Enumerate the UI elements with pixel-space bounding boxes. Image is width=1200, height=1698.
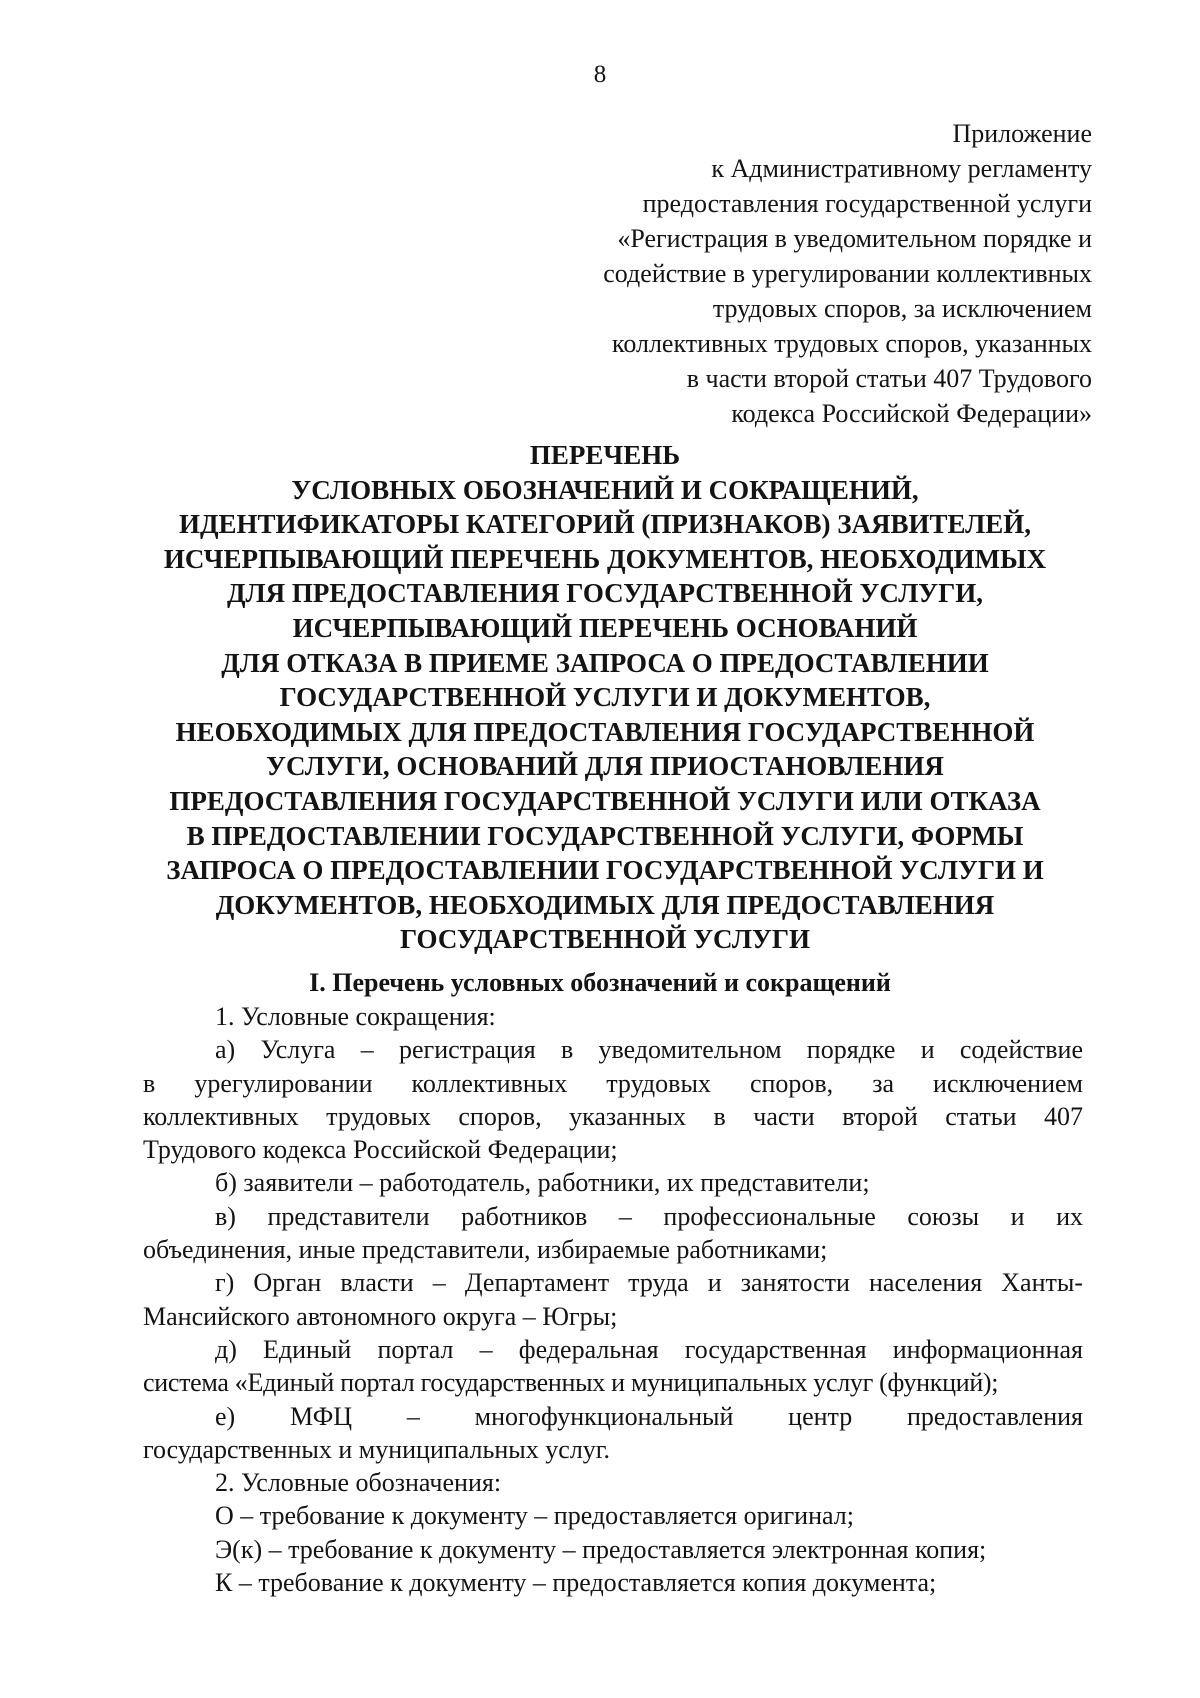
document-title (120, 438, 1090, 957)
body-line: Э(к) – требование к документу – предоставляется электронная копия; (215, 1534, 987, 1564)
section-body (143, 1000, 1083, 1599)
title-line: ПЕРЕЧЕНЬ (529, 440, 681, 470)
title-line: ДЛЯ ПРЕДОСТАВЛЕНИЯ ГОСУДАРСТВЕННОЙ УСЛУГИ, (226, 578, 984, 609)
appendix-line: «Регистрация в уведомительном порядке и (617, 224, 1092, 253)
title-line: УСЛОВНЫХ ОБОЗНАЧЕНИЙ И СОКРАЩЕНИЙ, (291, 474, 919, 505)
body-line: система «Единый портал государственных и муниципальных услуг (функций); (143, 1368, 999, 1398)
body-line: в урегулировании коллективных трудовых споров, за исключением (143, 1068, 1083, 1098)
body-line: Мансийского автономного округа – Югры; (143, 1301, 618, 1331)
body-line: б) заявители – работодатель, работники, их представители; (215, 1168, 870, 1198)
body-line: г) Орган власти – Департамент труда и занятости населения Ханты- (215, 1268, 1083, 1298)
title-line: УСЛУГИ, ОСНОВАНИЙ ДЛЯ ПРИОСТАНОВЛЕНИЯ (266, 751, 944, 782)
title-line: ИДЕНТИФИКАТОРЫ КАТЕГОРИЙ (ПРИЗНАКОВ) ЗАЯВИТЕЛЕЙ, (178, 509, 1032, 540)
body-line: д) Единый портал – федеральная государственная информационная (215, 1334, 1083, 1364)
body-line: К – требование к документу – предоставляется копия документа; (215, 1568, 937, 1598)
title-line: ПРЕДОСТАВЛЕНИЯ ГОСУДАРСТВЕННОЙ УСЛУГИ ИЛИ ОТКАЗА (169, 785, 1041, 816)
appendix-line: трудовых споров, за исключением (712, 294, 1092, 323)
page-number: 8 (593, 61, 607, 88)
body-line: е) МФЦ – многофункциональный центр предоставления (215, 1401, 1083, 1431)
appendix-line: предоставления государственной услуги (642, 189, 1092, 218)
title-line: ГОСУДАРСТВЕННОЙ УСЛУГИ (400, 924, 810, 955)
body-line: 2. Условные обозначения: (215, 1468, 502, 1498)
body-line: О – требование к документу – предоставляется оригинал; (215, 1501, 854, 1531)
body-line: в) представители работников – профессиональные союзы и их (215, 1201, 1083, 1231)
title-line: ДЛЯ ОТКАЗА В ПРИЕМЕ ЗАПРОСА О ПРЕДОСТАВЛЕНИИ (221, 647, 989, 678)
appendix-line: Приложение (952, 119, 1092, 148)
body-line: Трудового кодекса Российской Федерации; (143, 1135, 618, 1165)
title-line: НЕОБХОДИМЫХ ДЛЯ ПРЕДОСТАВЛЕНИЯ ГОСУДАРСТВЕННОЙ (175, 716, 1035, 747)
body-line: объединения, иные представители, избираемые работниками; (143, 1235, 828, 1265)
appendix-line: в части второй статьи 407 Трудового (686, 364, 1092, 393)
title-line: В ПРЕДОСТАВЛЕНИИ ГОСУДАРСТВЕННОЙ УСЛУГИ, ФОРМЫ (186, 820, 1024, 851)
body-line: а) Услуга – регистрация в уведомительном порядке и содействие (215, 1035, 1083, 1065)
appendix-line: кодекса Российской Федерации» (731, 399, 1092, 428)
appendix-line: к Административному регламенту (711, 154, 1092, 183)
appendix-line: содействие в урегулировании коллективных (603, 259, 1092, 288)
title-line: ДОКУМЕНТОВ, НЕОБХОДИМЫХ ДЛЯ ПРЕДОСТАВЛЕНИЯ (215, 889, 995, 920)
body-line: 1. Условные сокращения: (215, 1002, 496, 1031)
section-heading: I. Перечень условных обозначений и сокращений (309, 968, 891, 997)
title-line: ЗАПРОСА О ПРЕДОСТАВЛЕНИИ ГОСУДАРСТВЕННОЙ УСЛУГИ И (166, 855, 1044, 886)
title-line: ГОСУДАРСТВЕННОЙ УСЛУГИ И ДОКУМЕНТОВ, (279, 682, 931, 713)
appendix-line: коллективных трудовых споров, указанных (612, 329, 1092, 358)
appendix-block (492, 116, 1092, 431)
title-line: ИСЧЕРПЫВАЮЩИЙ ПЕРЕЧЕНЬ ОСНОВАНИЙ (292, 612, 918, 643)
body-line: коллективных трудовых споров, указанных в части второй статьи 407 (143, 1101, 1083, 1131)
body-line: государственных и муниципальных услуг. (143, 1434, 611, 1464)
title-line: ИСЧЕРПЫВАЮЩИЙ ПЕРЕЧЕНЬ ДОКУМЕНТОВ, НЕОБХОДИМЫХ (163, 543, 1047, 574)
